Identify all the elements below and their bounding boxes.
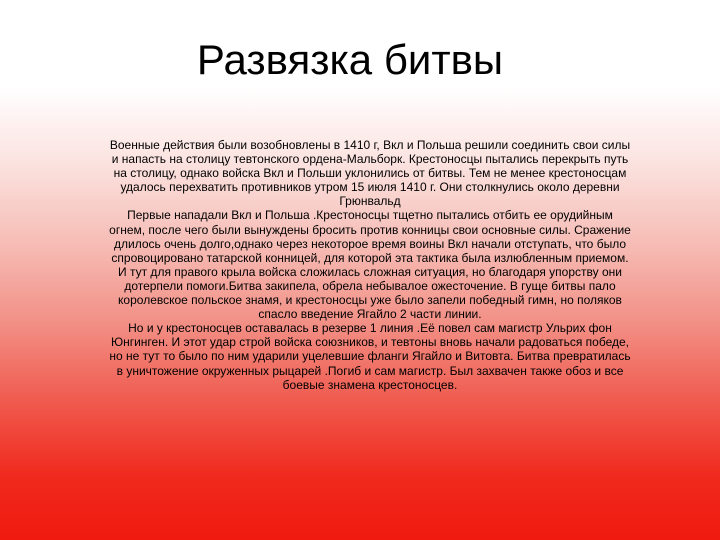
paragraph-3: И тут для правого крыла войска сложилась сложная ситуация, но благодаря упорству они дотерпели помоги.Битва закипела, обрела небывалое ожесточение. В гуще битвы пало королевское польское знамя, и крестоносцы уже было запели победный гимн, но поляков спасло введение Ягайло 2 части линии. — [118, 264, 622, 322]
paragraph-1: Военные действия были возобновлены в 1410 г, Вкл и Польша решили соединить свои силы и напасть на столицу тевтонского ордена-Мальборк. Крестоносцы пытались перекрыть путь на столицу, однако войска Вкл и Польши уклонились от битвы. Тем не менее крестоносцам удалось перехватить противников утром 15 июля 1410 г. Они столкнулись около деревни Грюнвальд — [109, 138, 631, 209]
paragraph-4: Но и у крестоносцев оставалась в резерве 1 линия .Её повел сам магистр Ульрих фон Юнгинген. И этот удар строй войска союзников, и тевтоны вновь начали радоваться победе, но не тут то было по ним ударили уцелевшие фланги Ягайло и Витовта. Битва превратилась в уничтожение окруженных рыцарей .Погиб и сам магистр. Был захвачен также обоз и все боевые знамена крестоносцев. — [109, 321, 631, 392]
slide-title: Развязка битвы — [196, 36, 504, 83]
slide-body — [108, 138, 632, 392]
paragraph-2: Первые нападали Вкл и Польша .Крестоносцы тщетно пытались отбить ее орудийным огнем, после чего были вынуждены бросить против конницы свои основные силы. Сражение длилось очень долго,однако через некоторое время воины Вкл начали отступать, что было спровоцировано татарской конницей, для которой эта тактика была излюбленным приемом. — [109, 208, 631, 265]
